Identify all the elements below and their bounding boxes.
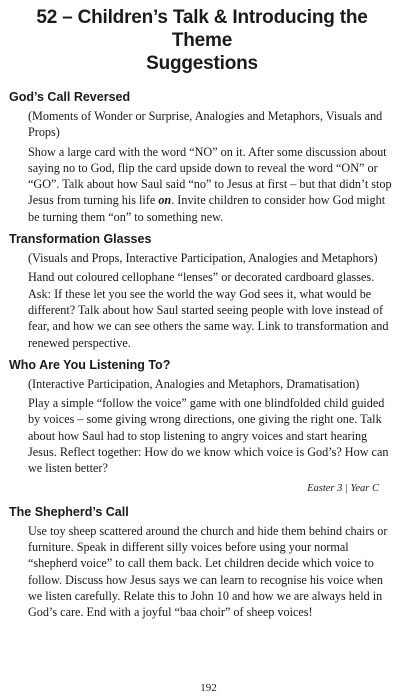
emphasis-word: on	[158, 193, 172, 208]
section-heading: Transformation Glasses	[9, 232, 152, 247]
section-body: Use toy sheep scattered around the church and hide them behind chairs or furniture. Speak in different silly voices before using your normal “shepherd voice” to call them back. Let children decide which voice to follow. Discuss how Jesus says we can learn to recognise his voice when we listen carefully. Relate this to John 10 and how we are always held in God’s care. End with a joyful “baa choir” of sheep voices!	[28, 523, 388, 620]
section-body: Hand out coloured cellophane “lenses” or decorated cardboard glasses. Ask: If these let you see the world the way God sees it, what would be different? Talk about how Saul started seeing people with love instead of fear, and how we can see others the same way. Link to transformation and renewed perspective.	[28, 270, 389, 350]
section-heading: The Shepherd’s Call	[9, 504, 129, 519]
page-number: 192	[200, 682, 217, 694]
page-title-line-2: Suggestions	[146, 53, 258, 74]
section-gods-call-reversed	[9, 89, 395, 225]
section-body	[9, 144, 395, 225]
page-title	[9, 6, 395, 75]
section-heading: Who Are You Listening To?	[9, 357, 171, 372]
section-body: Play a simple “follow the voice” game with one blindfolded child guided by voices – some giving wrong directions, one giving the right one. Talk about how Saul had to stop listening to angry voices and start hearing Jesus. Reflect together: How do we know which voice is God’s? How can we listen better?	[28, 396, 389, 476]
section-tags: (Interactive Participation, Analogies and Metaphors, Dramatisation)	[28, 376, 360, 391]
section-who-are-you-listening-to	[9, 357, 395, 477]
section-transformation-glasses	[9, 231, 395, 351]
section-heading: God’s Call Reversed	[9, 90, 131, 104]
section-tags: (Moments of Wonder or Surprise, Analogies and Metaphors, Visuals and Props)	[28, 109, 383, 140]
section-body-part: . Invite children to consider how God might be turning them “on” to something new.	[28, 193, 386, 224]
liturgical-citation: Easter 3 | Year C	[307, 482, 379, 494]
page-title-line-1: 52 – Children’s Talk & Introducing the Theme	[36, 7, 368, 51]
section-the-shepherds-call	[9, 504, 395, 621]
section-body-part: Show a large card with the word “NO” on it. After some discussion about saying no to God, flip the card upside down to reveal the word “ON” or “GO”. Talk about how Saul said “no” to Jesus at first – but that didn’t stop Jesus from turning his life	[28, 144, 392, 208]
section-tags: (Visuals and Props, Interactive Participation, Analogies and Metaphors)	[28, 251, 378, 266]
